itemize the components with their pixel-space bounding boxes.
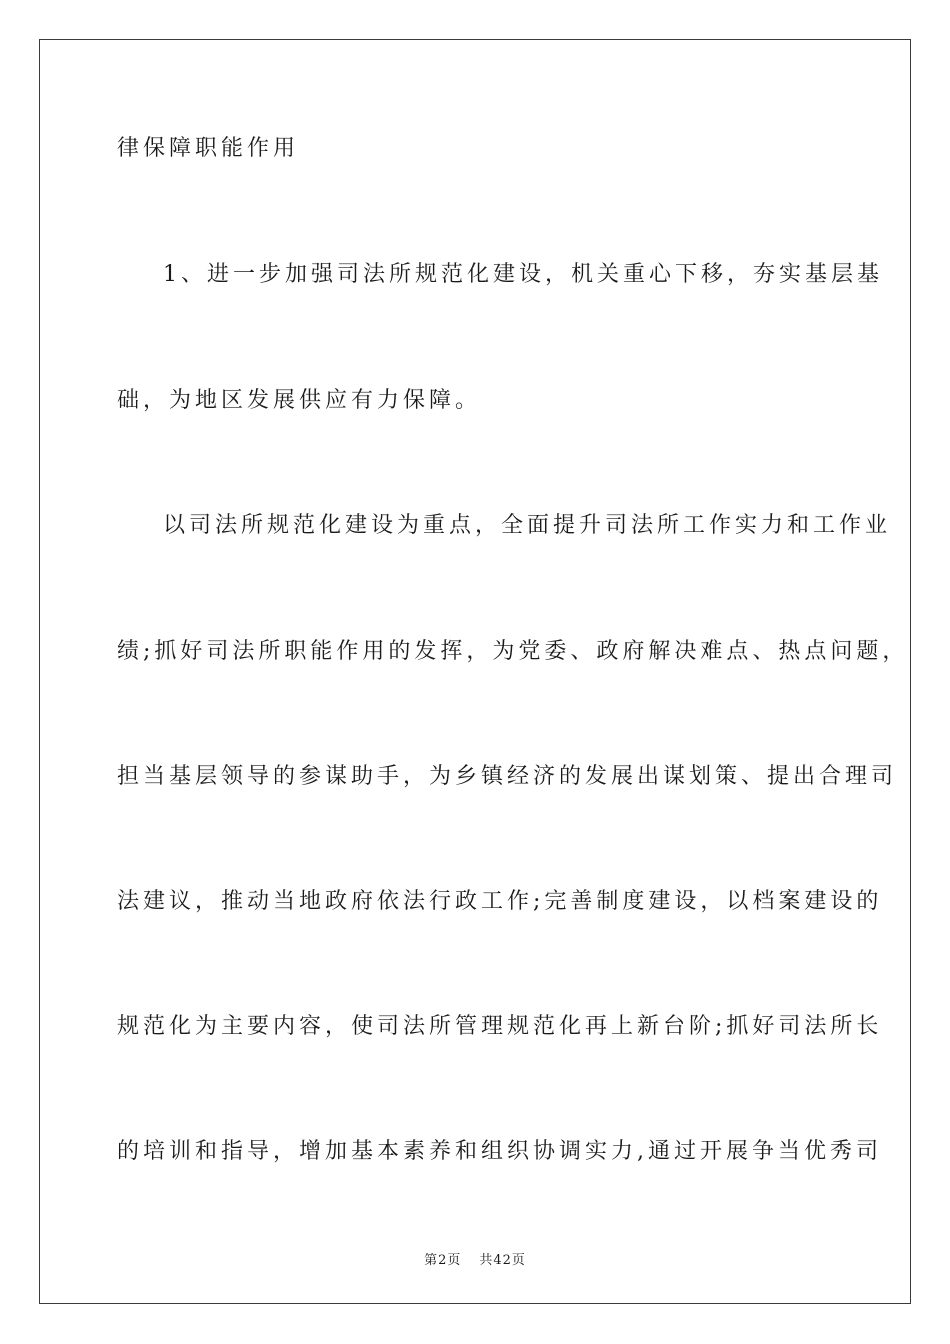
page-number: 第2页 [424,1253,462,1268]
text-line-1: 律保障职能作用 [117,136,300,161]
page-total: 共42页 [479,1253,526,1268]
text-line-8: 规范化为主要内容，使司法所管理规范化再上新台阶;抓好司法所长 [117,1014,883,1039]
text-line-4: 以司法所规范化建设为重点，全面提升司法所工作实力和工作业 [163,513,892,538]
text-line-5: 绩;抓好司法所职能作用的发挥，为党委、政府解决难点、热点问题， [117,639,909,664]
page-footer [0,1249,950,1268]
text-line-9: 的培训和指导，增加基本素养和组织协调实力,通过开展争当优秀司 [117,1139,882,1164]
text-line-3: 础，为地区发展供应有力保障。 [117,388,482,413]
text-line-7: 法建议，推动当地政府依法行政工作;完善制度建设，以档案建设的 [117,889,883,914]
text-line-6: 担当基层领导的参谋助手，为乡镇经济的发展出谋划策、提出合理司 [117,764,898,789]
text-line-2: 1、进一步加强司法所规范化建设，机关重心下移，夯实基层基 [163,262,883,287]
page-border [39,39,911,1304]
